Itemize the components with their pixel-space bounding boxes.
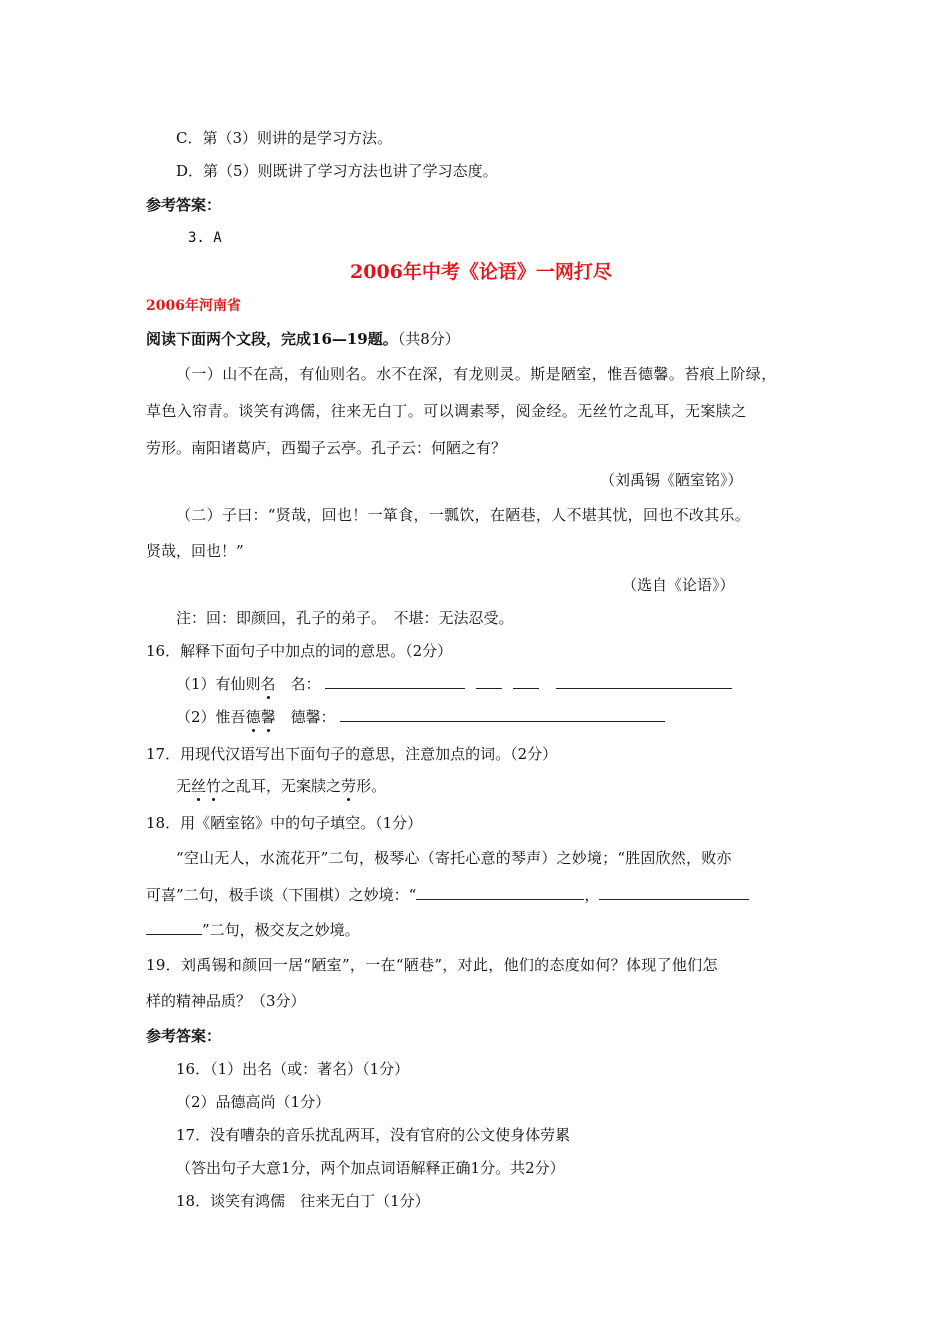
region-heading: 2006年河南省 bbox=[146, 298, 241, 314]
q16-2-text: （2）惟吾 bbox=[176, 708, 246, 726]
passage-2-source: （选自《论语》） bbox=[622, 576, 735, 594]
passage-1-line-3: 劳形。南阳诸葛庐，西蜀子云亭。孔子云：何陋之有？ bbox=[146, 439, 507, 457]
q16-2-label: 德馨： bbox=[275, 708, 336, 726]
answer-blank[interactable] bbox=[556, 674, 732, 689]
dotted-char: 名 bbox=[260, 675, 276, 693]
q17-text: 无 bbox=[176, 777, 192, 795]
dotted-char: 劳 bbox=[341, 777, 357, 795]
note: 注：回：即颜回，孔子的弟子。 不堪：无法忍受。 bbox=[176, 609, 514, 627]
answer-16-1: 16．（1）出名（或：著名）（1分） bbox=[176, 1060, 410, 1078]
option-d: D．第（5）则既讲了学习方法也讲了学习态度。 bbox=[176, 162, 498, 180]
question-18-line-2 bbox=[146, 885, 749, 905]
dotted-char: 馨 bbox=[260, 708, 276, 726]
option-c: C．第（3）则讲的是学习方法。 bbox=[176, 129, 393, 147]
question-17: 17．用现代汉语写出下面句子的意思，注意加点的词。（2分） bbox=[146, 745, 558, 763]
answer-blank[interactable] bbox=[325, 674, 465, 689]
answer-blank[interactable] bbox=[146, 920, 202, 935]
dotted-char: 丝 bbox=[191, 777, 207, 795]
question-18-line-1: “空山无人，水流花开”二句，极琴心（寄托心意的琴声）之妙境；“胜固欣然，败亦 bbox=[176, 849, 732, 867]
passage-2-line-2: 贤哉，回也！” bbox=[146, 542, 244, 560]
page-title: 2006年中考《论语》一网打尽 bbox=[350, 261, 612, 283]
q17-text: 之乱耳，无案牍之 bbox=[221, 777, 342, 795]
question-19-line-1: 19．刘禹锡和颜回一居“陋室”，一在“陋巷”，对此，他们的态度如何？体现了他们怎 bbox=[146, 956, 718, 974]
answer-blank[interactable] bbox=[416, 885, 584, 900]
q16-1-label: 名： bbox=[275, 675, 321, 693]
dotted-char: 德 bbox=[245, 708, 261, 726]
instruction-text: 阅读下面两个文段，完成16—19题。 bbox=[146, 330, 398, 348]
q18-text: ”二句，极交友之妙境。 bbox=[202, 921, 360, 939]
answer-18: 18．谈笑有鸿儒 往来无白丁（1分） bbox=[176, 1192, 430, 1210]
instruction-score: （共8分） bbox=[397, 330, 460, 348]
question-18-line-3 bbox=[146, 920, 360, 940]
q18-text: 可喜”二句，极手谈（下围棋）之妙境：“ bbox=[146, 886, 417, 904]
question-16-1 bbox=[176, 674, 732, 694]
answer-17-note: （答出句子大意1分，两个加点词语解释正确1分。共2分） bbox=[176, 1159, 565, 1177]
passage-1-line-1: （一）山不在高，有仙则名。水不在深，有龙则灵。斯是陋室，惟吾德馨。苔痕上阶绿， bbox=[176, 365, 777, 383]
answer-label: 参考答案： bbox=[146, 1027, 222, 1045]
answer-label: 参考答案： bbox=[146, 196, 222, 214]
dotted-char: 竹 bbox=[206, 777, 222, 795]
answer-17: 17．没有嘈杂的音乐扰乱两耳，没有官府的公文使身体劳累 bbox=[176, 1126, 571, 1144]
question-19-line-2: 样的精神品质？（3分） bbox=[146, 992, 306, 1010]
passage-1-source: （刘禹锡《陋室铭》） bbox=[600, 471, 743, 489]
q16-1-text: （1）有仙则 bbox=[176, 675, 261, 693]
q17-text: 形。 bbox=[356, 777, 387, 795]
answer-blank[interactable] bbox=[476, 674, 502, 689]
passage-1-line-2: 草色入帘青。谈笑有鸿儒，往来无白丁。可以调素琴，阅金经。无丝竹之乱耳，无案牍之 bbox=[146, 402, 747, 420]
question-18: 18．用《陋室铭》中的句子填空。（1分） bbox=[146, 814, 423, 832]
question-16-2 bbox=[176, 707, 665, 727]
question-17-sentence bbox=[176, 776, 386, 796]
answer-16-2: （2）品德高尚（1分） bbox=[176, 1093, 331, 1111]
passage-2-line-1: （二）子曰：“贤哉，回也！一箪食，一瓢饮，在陋巷，人不堪其忧，回也不改其乐。 bbox=[176, 506, 751, 524]
answer-blank[interactable] bbox=[340, 707, 665, 722]
q18-comma: ， bbox=[584, 886, 600, 904]
answer-blank[interactable] bbox=[513, 674, 539, 689]
answer-blank[interactable] bbox=[599, 885, 749, 900]
instruction bbox=[146, 329, 460, 349]
answer-3: 3. A bbox=[188, 230, 222, 246]
question-16: 16．解释下面句子中加点的词的意思。（2分） bbox=[146, 642, 453, 660]
